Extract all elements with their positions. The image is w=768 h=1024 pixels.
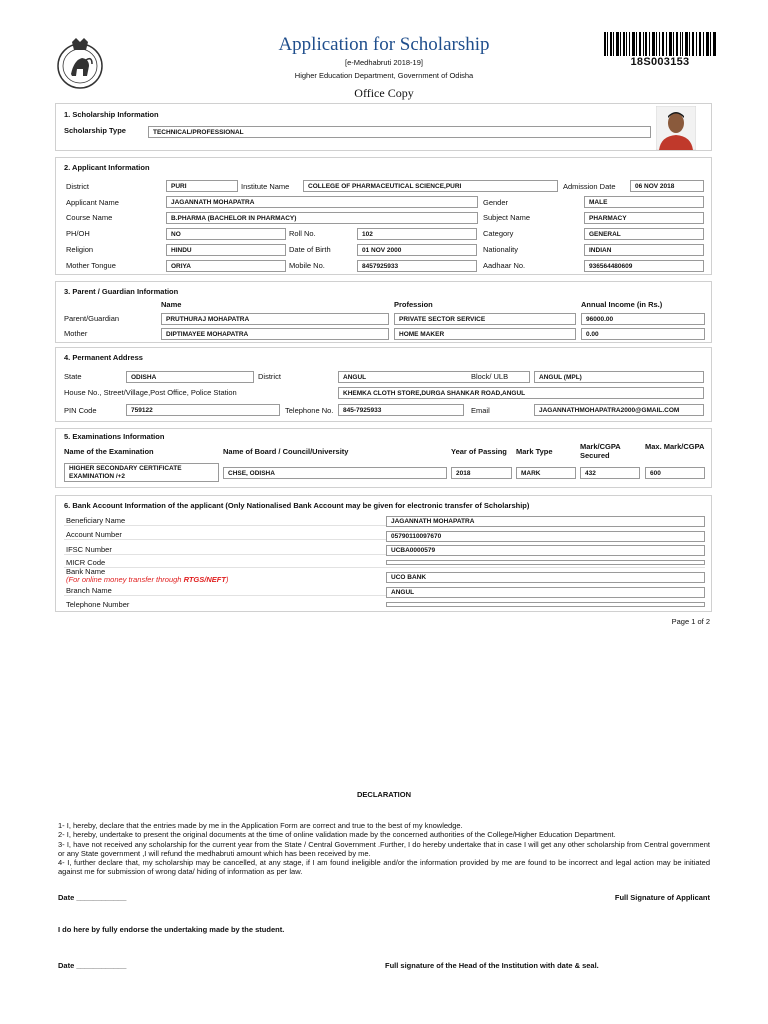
declaration-title: DECLARATION (356, 790, 412, 799)
mark-secured-header: Mark/CGPA Secured (580, 442, 621, 460)
applicant-photo (656, 106, 696, 150)
bank-name-note-text: (For online money transfer through (66, 575, 184, 584)
bank-section (55, 495, 712, 612)
block-field: ANGUL (MPL) (534, 371, 704, 383)
declaration-point-3: 3- I, have not received any scholarship for the current year from the State / Central Government .Further, I do hereby undertake that in case I will get any other scholarship from Central government or any State government ,I will refund the medhabruti amount which has been received by me. (58, 839, 710, 858)
bank-name-label: Bank Name (66, 567, 106, 576)
district-label: District (66, 182, 89, 191)
dob-label: Date of Birth (289, 245, 331, 254)
pin-field: 759122 (126, 404, 280, 416)
beneficiary-field: JAGANNATH MOHAPATRA (386, 516, 705, 527)
endorsement-text: I do here by fully endorse the undertaking made by the student. (58, 925, 285, 934)
copy-type: Office Copy (354, 86, 414, 100)
application-number: 18S003153 (630, 56, 690, 68)
micr-field (386, 560, 705, 565)
section-title: 1. Scholarship Information (64, 110, 159, 119)
mother-tongue-label: Mother Tongue (66, 261, 116, 270)
branch-label: Branch Name (66, 586, 112, 595)
ifsc-field: UCBA0000579 (386, 545, 705, 556)
micr-label: MICR Code (66, 558, 106, 567)
mother-relation: Mother (64, 329, 88, 338)
guardian-profession-header: Profession (394, 300, 433, 309)
email-label: Email (471, 406, 490, 415)
scholarship-type-field: TECHNICAL/PROFESSIONAL (148, 126, 651, 138)
pin-label: PIN Code (64, 406, 97, 415)
scheme-name: [e-Medhabruti 2018-19] (345, 58, 423, 67)
board-header: Name of Board / Council/University (223, 447, 349, 456)
ifsc-label: IFSC Number (66, 545, 112, 554)
department-name: Higher Education Department, Government of Odisha (294, 71, 474, 80)
state-field: ODISHA (126, 371, 254, 383)
mother-income-field: 0.00 (581, 328, 705, 340)
barcode-icon (604, 32, 716, 56)
scholarship-section (55, 103, 712, 151)
head-signature-label: Full signature of the Head of the Institution with date & seal. (385, 961, 599, 970)
admission-date-label: Admission Date (563, 182, 616, 191)
religion-field: HINDU (166, 244, 286, 256)
block-label: Block/ ULB (471, 372, 509, 381)
year-field: 2018 (451, 467, 512, 479)
exam-name-header: Name of the Examination (64, 447, 154, 456)
gender-label: Gender (483, 198, 509, 207)
roll-field: 102 (357, 228, 477, 240)
guardian-relation: Parent/Guardian (64, 314, 120, 323)
institute-label: Institute Name (241, 182, 290, 191)
institute-field: COLLEGE OF PHARMACEUTICAL SCIENCE,PURI (303, 180, 558, 192)
nationality-field: INDIAN (584, 244, 704, 256)
declaration-text (58, 821, 710, 877)
address-phone-field: 845-7925933 (338, 404, 464, 416)
applicant-date: Date ____________ (58, 893, 127, 902)
subject-field: PHARMACY (584, 212, 704, 224)
mobile-field: 8457925933 (357, 260, 477, 272)
applicant-name-field: JAGANNATH MOHAPATRA (166, 196, 478, 208)
roll-label: Roll No. (289, 229, 316, 238)
mobile-label: Mobile No. (289, 261, 325, 270)
house-label: House No., Street/Village,Post Office, Police Station (64, 388, 237, 397)
guardian-income-field: 96000.00 (581, 313, 705, 325)
dob-field: 01 NOV 2000 (357, 244, 477, 256)
branch-field: ANGUL (386, 587, 705, 598)
bank-telephone-label: Telephone Number (66, 600, 130, 609)
address-phone-label: Telephone No. (285, 406, 334, 415)
mark-type-field: MARK (516, 467, 576, 479)
bank-name-note-end: ) (225, 575, 229, 584)
email-field: JAGANNATHMOHAPATRA2000@GMAIL.COM (534, 404, 704, 416)
applicant-name-label: Applicant Name (66, 198, 119, 207)
address-district-field: ANGUL (338, 371, 530, 383)
guardian-section (55, 281, 712, 343)
max-mark-header: Max. Mark/CGPA (645, 442, 705, 451)
applicant-signature-label: Full Signature of Applicant (614, 893, 710, 902)
declaration-point-1: 1- I, hereby, declare that the entries made by me in the Application Form are correct and true to the best of my knowledge. (58, 821, 463, 830)
admission-date-field: 06 NOV 2018 (630, 180, 704, 192)
exam-name-field: HIGHER SECONDARY CERTIFICATE EXAMINATION /+2 (64, 463, 219, 482)
head-date: Date ____________ (58, 961, 127, 970)
religion-label: Religion (66, 245, 94, 254)
bank-name-note (66, 575, 228, 584)
page-number: Page 1 of 2 (671, 617, 710, 626)
category-field: GENERAL (584, 228, 704, 240)
declaration-point-4: 4- I, further declare that, my scholarship may be cancelled, at any stage, if I am found ineligible and/or the information provided by me are found to be incorrect and legal action may be initiated against me for submission of wrong data/ hiding of information as per law. (58, 858, 710, 877)
page-title: Application for Scholarship (278, 34, 490, 55)
category-label: Category (483, 229, 514, 238)
account-field: 05790110097670 (386, 531, 705, 542)
guardian-name-field: PRUTHURAJ MOHAPATRA (161, 313, 389, 325)
mother-profession-field: HOME MAKER (394, 328, 576, 340)
bank-telephone-field (386, 602, 705, 607)
scholarship-type-label: Scholarship Type (64, 126, 126, 135)
state-label: State (64, 372, 82, 381)
address-section (55, 347, 712, 422)
guardian-profession-field: PRIVATE SECTOR SERVICE (394, 313, 576, 325)
phoh-field: NO (166, 228, 286, 240)
gender-field: MALE (584, 196, 704, 208)
section-title: 2. Applicant Information (64, 163, 150, 172)
district-field: PURI (166, 180, 238, 192)
nationality-label: Nationality (483, 245, 519, 254)
beneficiary-label: Beneficiary Name (66, 516, 126, 525)
account-label: Account Number (66, 530, 122, 539)
year-header: Year of Passing (451, 447, 507, 456)
subject-label: Subject Name (483, 213, 531, 222)
max-mark-field: 600 (645, 467, 705, 479)
guardian-income-header: Annual Income (in Rs.) (581, 300, 663, 309)
phoh-label: PH/OH (66, 229, 90, 238)
aadhaar-field: 936564480609 (584, 260, 704, 272)
mother-name-field: DIPTIMAYEE MOHAPATRA (161, 328, 389, 340)
mark-type-header: Mark Type (516, 447, 553, 456)
section-title: 3. Parent / Guardian Information (64, 287, 179, 296)
bank-name-note-bold: RTGS/NEFT (183, 575, 226, 584)
board-field: CHSE, ODISHA (223, 467, 447, 479)
aadhaar-label: Aadhaar No. (483, 261, 526, 270)
declaration-point-2: 2- I, hereby, undertake to present the original documents at the time of online validation made by the concerned authorities of the College/Higher Education Department. (58, 830, 616, 840)
mother-tongue-field: ORIYA (166, 260, 286, 272)
section-title: 6. Bank Account Information of the applicant (Only Nationalised Bank Account may be given for electronic transfer of Scholarship) (64, 501, 530, 510)
exams-section (55, 428, 712, 488)
section-title: 4. Permanent Address (64, 353, 143, 362)
house-field: KHEMKA CLOTH STORE,DURGA SHANKAR ROAD,ANGUL (338, 387, 704, 399)
applicant-section (55, 157, 712, 275)
course-label: Course Name (66, 213, 113, 222)
course-field: B.PHARMA (BACHELOR IN PHARMACY) (166, 212, 478, 224)
section-title: 5. Examinations Information (64, 432, 165, 441)
address-district-label: District (258, 372, 281, 381)
mark-secured-field: 432 (580, 467, 640, 479)
bank-name-field: UCO BANK (386, 572, 705, 583)
guardian-name-header: Name (161, 300, 182, 309)
